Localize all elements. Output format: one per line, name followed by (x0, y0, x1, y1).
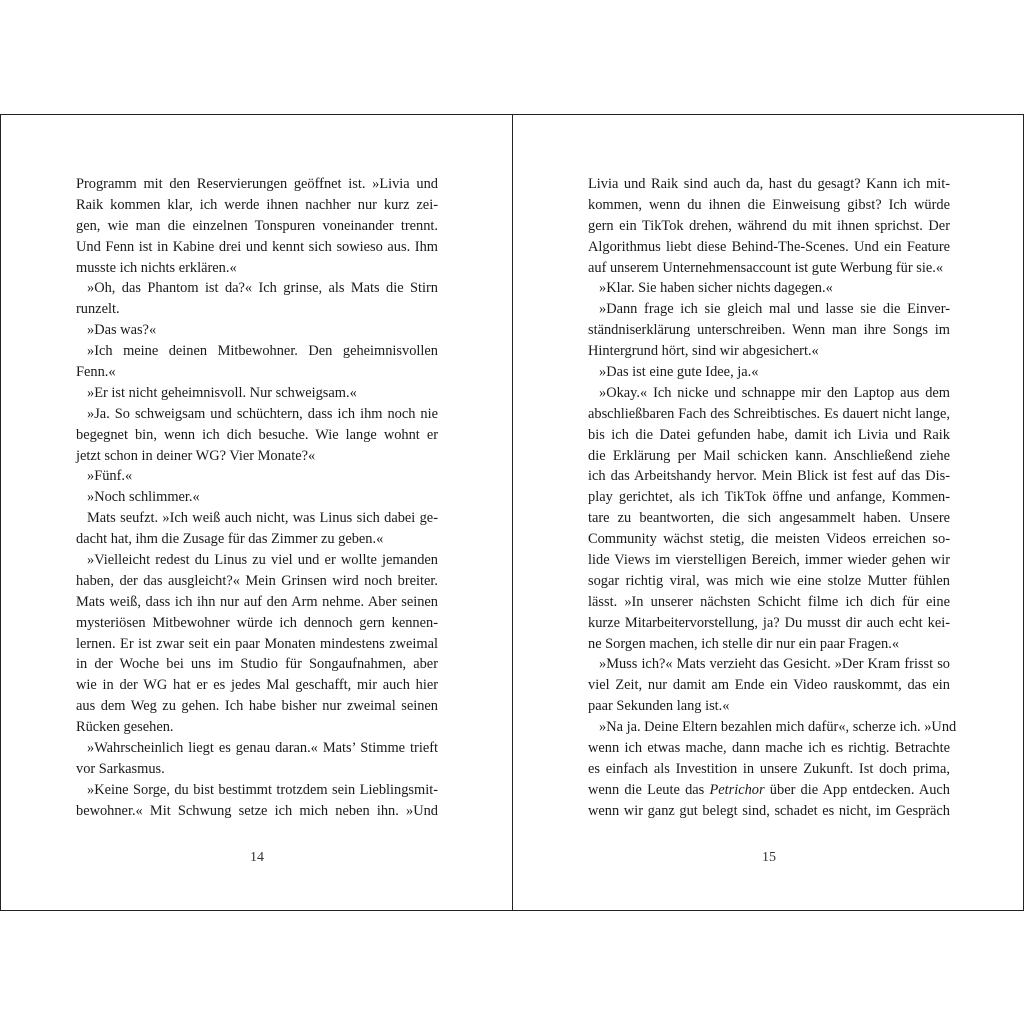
text-line: play gerichtet, als ich TikTok öffne und anfange, Kommen- (588, 489, 950, 506)
page-number-right: 15 (762, 850, 776, 865)
text-line: auf unserem Unternehmensaccount ist gute Werbung für sie.« (588, 259, 944, 276)
text-line: »Klar. Sie haben sicher nichts dagegen.« (599, 280, 833, 297)
text-line: Rücken gesehen. (76, 719, 174, 736)
text-line: lernen. Er ist zwar seit ein paar Monaten mindestens zweimal (76, 635, 438, 652)
text-line: abschließbaren Fach des Schreibtisches. Es dauert nicht lange, (588, 405, 950, 422)
text-line: wie in der WG hat er es jedes Mal geschafft, mir auch hier (76, 677, 438, 694)
text-line: »Muss ich?« Mats verzieht das Gesicht. »Der Kram frisst so (599, 656, 950, 673)
text-line: ne Sorgen machen, ich stelle dir nur ein paar Fragen.« (588, 635, 900, 652)
text-line: ständniserklärung unterschreiben. Wenn man ihre Songs im (588, 322, 950, 339)
text-line: Hintergrund hört, sind wir abgesichert.« (588, 343, 819, 360)
text-line: »Okay.« Ich nicke und schnappe mir den Laptop aus dem (599, 384, 950, 401)
text-line: wenn die Leute das Petrichor über die App entdecken. Auch (588, 781, 950, 798)
text-line: mysteriösen Mitbewohner würde ich dennoch gern kennen- (76, 614, 438, 631)
text-line: Mats weiß, dass ich ihn nur auf den Arm nehme. Aber seinen (76, 593, 438, 610)
text-line: gen, wie man die einzelnen Tonspuren voneinander trennt. (76, 217, 438, 234)
text-line: begegnet bin, wenn ich dich besuche. Wie lange wohnt er (76, 426, 438, 443)
text-line: tare zu beantworten, die sich angesammelt haben. Unsere (588, 510, 950, 527)
text-line: »Noch schlimmer.« (87, 489, 200, 506)
text-line: Mats seufzt. »Ich weiß auch nicht, was Linus sich dabei ge- (87, 510, 438, 527)
text-line: »Das was?« (87, 322, 157, 339)
text-line: musste ich nichts erklären.« (76, 259, 237, 276)
text-line: paar Sekunden lang ist.« (588, 698, 730, 715)
page-number-left: 14 (250, 850, 264, 865)
text-line: »Dann frage ich sie gleich mal und lasse sie die Einver- (599, 301, 950, 318)
text-line: wenn wir ganz gut belegt sind, schadet es nicht, im Gespräch (588, 802, 950, 819)
text-line: Community wächst stetig, die meisten Videos erreichen so- (588, 531, 950, 548)
text-line: sogar richtig viral, was mich wie eine stolze Mutter fühlen (588, 572, 950, 589)
text-line: »Oh, das Phantom ist da?« Ich grinse, als Mats die Stirn (87, 280, 438, 297)
text-line: Algorithmus liebt diese Behind-The-Scenes. Und ein Feature (588, 238, 950, 255)
text-line: »Keine Sorge, du bist bestimmt trotzdem sein Lieblingsmit- (87, 781, 438, 798)
text-line: haben, der das ausgleicht?« Mein Grinsen wird noch breiter. (76, 572, 438, 589)
text-line: wenn ich etwas mache, dann mache ich es richtig. Betrachte (588, 740, 950, 757)
text-line: dacht hat, ihm die Zusage für das Zimmer zu geben.« (76, 531, 384, 548)
text-line: »Er ist nicht geheimnisvoll. Nur schweigsam.« (87, 384, 357, 401)
text-line: »Ich meine deinen Mitbewohner. Den geheimnisvollen (87, 343, 438, 360)
text-line: gern ein TikTok drehen, während du mit ihnen sprichst. Der (588, 217, 950, 234)
italic-title: Petrichor (709, 781, 765, 798)
text-line: »Wahrscheinlich liegt es genau daran.« Mats’ Stimme trieft (87, 740, 438, 757)
text-line: runzelt. (76, 301, 120, 318)
text-line: Und Fenn ist in Kabine drei und kennt sich sowieso aus. Ihm (76, 238, 438, 255)
text-line: »Fünf.« (87, 468, 133, 485)
text-line: »Ja. So schweigsam und schüchtern, dass ich ihm noch nie (87, 405, 438, 422)
text-line: lässt. »In unserer nächsten Schicht filme ich dich für eine (588, 593, 950, 610)
book-spine (512, 114, 513, 911)
text-line: kommen, wenn du ihnen die Einweisung gibst? Ich würde (588, 196, 950, 213)
text-line: »Vielleicht redest du Linus zu viel und er wollte jemanden (87, 552, 438, 569)
text-line: es einfach als Investition in unsere Zukunft. Ist doch prima, (588, 760, 950, 777)
text-line: »Das ist eine gute Idee, ja.« (599, 364, 759, 381)
text-line: Fenn.« (76, 364, 116, 381)
text-line: viel Zeit, nur damit am Ende ein Video rauskommt, das ein (588, 677, 950, 694)
text-line: jetzt schon in deiner WG? Vier Monate?« (76, 447, 316, 464)
text-line: Programm mit den Reservierungen geöffnet ist. »Livia und (76, 176, 438, 192)
text-line: in der Woche bei uns im Studio für Songaufnahmen, aber (76, 656, 438, 673)
text-line: lide Views im vierstelligen Bereich, immer wieder gehen wir (588, 552, 950, 569)
text-line: aus dem Weg zu gehen. Ich habe bisher nur zweimal seinen (76, 698, 438, 715)
text-line: Livia und Raik sind auch da, hast du gesagt? Kann ich mit- (588, 176, 950, 192)
text-line: bewohner.« Mit Schwung setze ich mich neben ihn. »Und (76, 802, 438, 819)
text-line: bis ich die Datei gefunden habe, damit ich Livia und Raik (588, 426, 950, 443)
right-page-text (588, 174, 957, 822)
left-page-edge (0, 114, 1, 911)
text-line: die Erklärung per Mail schicken kann. Anschließend ziehe (588, 447, 950, 464)
text-line: vor Sarkasmus. (76, 760, 165, 777)
text-line: ich das Arbeitshandy hervor. Mein Blick ist fest auf das Dis- (588, 468, 950, 485)
left-page-text (76, 174, 438, 822)
text-line: kurze Mitarbeitervorstellung, ja? Du musst dir auch echt kei- (588, 614, 950, 631)
text-line: Raik kommen klar, ich werde ihnen nachher nur kurz zei- (76, 196, 438, 213)
text-line: »Na ja. Deine Eltern bezahlen mich dafür«, scherze ich. »Und (599, 719, 957, 736)
